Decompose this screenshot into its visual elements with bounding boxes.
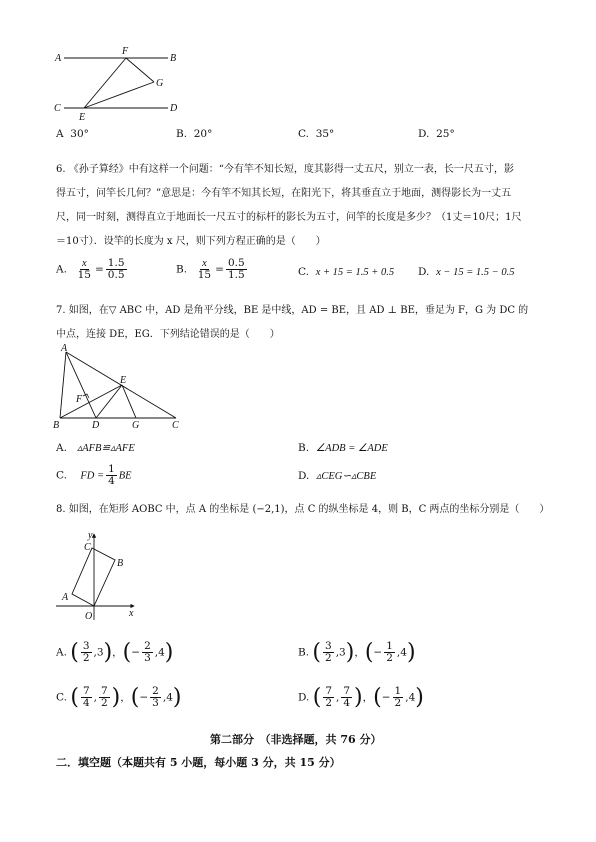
option-text: ▵AFB≌▵AFE [76, 443, 135, 454]
q7-option-a [56, 442, 135, 454]
option-text: 20° [193, 128, 213, 140]
section-heading: 二．填空题（本题共有 5 小题，每小题 3 分，共 15 分） [56, 756, 341, 769]
option-text: 25° [436, 128, 455, 140]
fraction: $\frac{x}{15}$ [197, 258, 212, 282]
q8-label-C: C [84, 542, 91, 553]
option-letter: B. [298, 646, 310, 659]
option-letter: D. [418, 128, 430, 140]
q7-figure [50, 342, 190, 430]
option-text: ∠ADB = ∠ADE [315, 443, 388, 454]
q8-option-c: C. ( $\frac{7}{4}$ , $\frac{7}{2}$ )，(− $\frac{2}{3}$ ,4) [56, 684, 182, 710]
q8-label-x: x [129, 608, 134, 619]
option-letter: B. [176, 128, 188, 140]
option-text: 30° [70, 128, 89, 140]
q5-figure [50, 44, 190, 124]
option-letter: D. [418, 266, 430, 278]
q7-label-B: B [53, 420, 60, 430]
option-text: x − 15 = 1.5 − 0.5 [436, 267, 515, 278]
q6-option-d [418, 266, 515, 278]
q7-option-c [56, 464, 132, 487]
q5-label-C: C [54, 103, 61, 114]
option-letter: A [56, 128, 64, 140]
option-text: 35° [315, 128, 335, 140]
q8-option-d: D. ( $\frac{7}{2}$ , $\frac{7}{4}$ )，(− $\frac{1}{2}$ ,4) [298, 684, 424, 710]
q6-option-c [298, 266, 394, 278]
option-text-post: BE [118, 470, 132, 482]
fraction: $\frac{x}{15}$ [77, 258, 91, 282]
q8-label-y: y [88, 530, 93, 541]
option-letter: A. [56, 263, 67, 276]
option-letter: C. [56, 469, 67, 482]
q5-option-d [418, 128, 455, 140]
fraction: $\frac{1.5}{0.5}$ [107, 257, 125, 282]
q7-label-E: E [120, 375, 127, 386]
q7-label-D: D [92, 420, 100, 430]
q5-label-B: B [170, 53, 177, 64]
option-letter: D. [298, 691, 310, 704]
q5-label-A: A [55, 53, 62, 64]
option-letter: C. [56, 691, 67, 704]
q8-line: 8. 如图，在矩形 AOBC 中，点 A 的坐标是 (−2,1)，点 C 的纵坐标是 4，则 B，C 两点的坐标分别是（ ） [56, 504, 550, 515]
option-letter: D. [298, 470, 310, 482]
q7-label-A: A [61, 343, 68, 354]
q5-option-a [56, 128, 89, 140]
q7-option-b [298, 442, 388, 454]
q6-line-1: 6. 《孙子算经》中有这样一个问题：“今有竿不知长短，度其影得一丈五尺，别立一表，长一尺五寸，影 [56, 164, 514, 175]
option-letter: C. [298, 128, 309, 140]
q5-label-F: F [122, 46, 129, 57]
q5-label-G: G [156, 78, 164, 89]
option-letter: B. [298, 442, 310, 454]
option-letter: C. [298, 266, 309, 278]
option-letter: A. [56, 646, 67, 659]
option-text-pre: FD = [80, 470, 105, 482]
q8-option-b: B. ( $\frac{3}{2}$ ,3)，(− $\frac{1}{2}$ ,4) [298, 639, 416, 665]
q7-label-C: C [172, 420, 179, 430]
q8-figure [52, 528, 146, 624]
option-text: ▵CEG∽▵CBE [316, 471, 377, 482]
q6-option-a: A. $\frac{x}{15}$ = $\frac{1.5}{0.5}$ [56, 257, 125, 282]
q6-option-b: B. $\frac{x}{15}$ = $\frac{0.5}{1.5}$ [176, 257, 245, 282]
q5-label-E: E [79, 112, 86, 123]
option-letter: A. [56, 442, 67, 454]
option-letter: B. [176, 263, 188, 276]
option-text: x + 15 = 1.5 + 0.5 [315, 267, 395, 278]
q7-line-1: 7. 如图，在▽ ABC 中，AD 是角平分线，BE 是中线，AD = BE，且 AD ⊥ BE，垂足为 F，G 为 DC 的 [56, 305, 529, 316]
q6-line-4: ＝10寸）．设竿的长度为 x 尺，则下列方程正确的是（ ） [56, 236, 326, 247]
part2-title: 第二部分 （非选择题，共 76 分） [210, 733, 382, 746]
q8-label-O: O [85, 611, 93, 622]
q6-line-3: 尺，同一时刻，测得直立于地面长一尺五寸的标杆的影长为五寸，问竿的长度是多少？（1丈＝10尺；1尺 [56, 212, 522, 223]
fraction: $\frac{0.5}{1.5}$ [227, 257, 245, 282]
q7-option-d [298, 470, 376, 482]
q7-label-G: G [132, 420, 140, 430]
q7-label-F: F [76, 394, 83, 405]
q5-option-c [298, 128, 334, 140]
q8-option-a: A. ( $\frac{3}{2}$ ,3)，(− $\frac{2}{3}$ ,4) [56, 639, 174, 665]
q7-line-2: 中点，连接 DE，EG．下列结论错误的是（ ） [56, 329, 280, 340]
q8-label-B: B [117, 558, 124, 569]
q5-label-D: D [170, 103, 178, 114]
q8-label-A: A [62, 592, 69, 603]
q6-line-2: 得五寸，问竿长几何？”意思是：今有竿不知其长短，在阳光下，将其垂直立于地面，测得影长为一丈五 [56, 188, 512, 199]
q5-option-b [176, 128, 212, 140]
fraction: $\frac{1}{4}$ [108, 463, 115, 488]
